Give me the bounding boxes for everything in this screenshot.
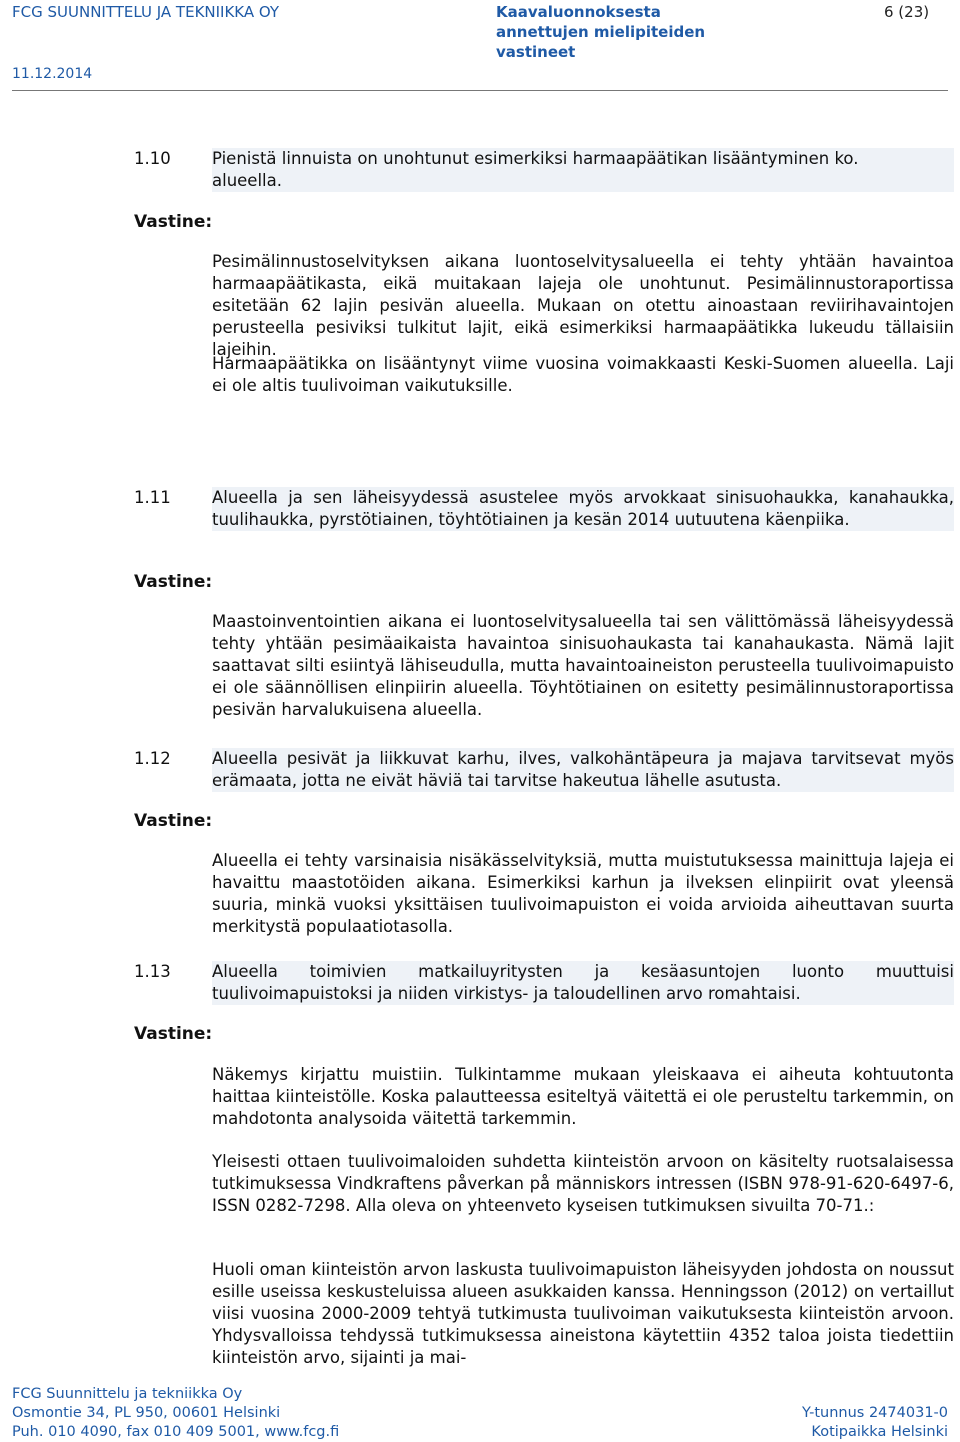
response-paragraph: Huoli oman kiinteistön arvon laskusta tuulivoimapuiston läheisyyden johdosta on noussut esille useissa keskusteluissa alueen asukkaiden kanssa. Henningsson (2012) on vertaillut viisi vuosina 2000-2009 tehtyä tutkimusta tuulivoiman vaikutuksesta kiinteistön arvoon. Yhdysvalloissa tehdyssä tutkimuksessa aineistona käytettiin 4352 taloa joista tiedettiin kiinteistön arvo, sijainti ja mai- xyxy=(212,1260,954,1367)
response-paragraph: Maastoinventointien aikana ei luontoselvitysalueella tai sen välittömässä läheisyydessä tehty yhtään pesimäaikaista havaintoa sinisuohaukasta tai kanahaukasta. Nämä lajit saattavat silti esiintyä lähiseudulla, mutta havaintoaineiston perusteella tuulivoimapuisto ei ole säännöllisen elinpiirin alueella. Töyhtötiainen on esitetty pesimälinnustoraportissa pesivän harvalukuisena alueella. xyxy=(212,612,954,719)
response-paragraph: Yleisesti ottaen tuulivoimaloiden suhdetta kiinteistön arvoon on käsitelty ruotsalaisessa tutkimuksessa Vindkraftens påverkan på människors intressen (ISBN 978-91-620-6497-6, ISSN 0282-7298. Alla oleva on yhteenveto kyseisen tutkimuksen sivuilta 70-71.: xyxy=(212,1152,954,1215)
section-number: 1.13 xyxy=(134,962,171,981)
response-label: Vastine: xyxy=(134,212,213,232)
response-label: Vastine: xyxy=(134,1024,213,1044)
response-paragraph: Harmaapäätikka on lisääntynyt viime vuosina voimakkaasti Keski-Suomen alueella. Laji ei ole altis tuulivoiman vaikutuksille. xyxy=(212,354,954,395)
response-paragraph: Näkemys kirjattu muistiin. Tulkintamme mukaan yleiskaava ei aiheuta kohtuutonta haittaa kiinteistölle. Koska palautteessa esiteltyä väitettä ei ole perusteltu tarkemmin, on mahdotonta analysoida väitettä tarkemmin. xyxy=(212,1065,954,1128)
header-divider xyxy=(12,90,948,91)
section-question: Alueella pesivät ja liikkuvat karhu, ilves, valkohäntäpeura ja majava tarvitsevat myös erämaata, jotta ne eivät häviä tai tarvitse hakeutua lähelle asutusta. xyxy=(212,749,954,790)
footer-contact: Puh. 010 4090, fax 010 409 5001, www.fcg.fi xyxy=(12,1424,340,1440)
response-paragraph: Pesimälinnustoselvityksen aikana luontoselvitysalueella ei tehty yhtään havaintoa harmaapäätikasta, eikä muitakaan lajeja ole unohtunut. Pesimälinnustoraportissa esitetään 62 lajin pesivän alueella. Mukaan on otettu ainoastaan reviirihavaintojen perusteella pesiviksi tulkitut lajit, eikä esimerkiksi harmaapäätikka lukeudu tällaisiin lajeihin. xyxy=(212,252,954,359)
footer-company: FCG Suunnittelu ja tekniikka Oy xyxy=(12,1386,243,1402)
section-question: Alueella toimivien matkailuyritysten ja kesäasuntojen luonto muuttuisi tuulivoimapuistoksi ja niiden virkistys- ja taloudellinen arvo romahtaisi. xyxy=(212,962,954,1003)
response-paragraph: Alueella ei tehty varsinaisia nisäkässelvityksiä, mutta muistutuksessa mainittuja lajeja ei havaittu maastotöiden aikana. Esimerkiksi karhun ja ilveksen elinpiirit ovat yleensä suuria, minkä vuoksi yksittäisen tuulivoimapuiston ei voida arvioida aiheuttavan suurta merkitystä populaatiotasolla. xyxy=(212,851,954,936)
section-number: 1.11 xyxy=(134,488,171,507)
response-label: Vastine: xyxy=(134,572,213,592)
footer-address: Osmontie 34, PL 950, 00601 Helsinki xyxy=(12,1405,281,1421)
footer-domicile: Kotipaikka Helsinki xyxy=(811,1424,948,1440)
header-company: FCG SUUNNITTELU JA TEKNIIKKA OY xyxy=(12,3,280,21)
section-number: 1.10 xyxy=(134,149,171,168)
section-number: 1.12 xyxy=(134,749,171,768)
section-question: Pienistä linnuista on unohtunut esimerkiksi harmaapäätikan lisääntyminen ko. alueella. xyxy=(212,148,954,192)
header-document-title: Kaavaluonnoksesta annettujen mielipiteiden vastineet xyxy=(496,3,706,61)
header-page-number: 6 (23) xyxy=(884,3,930,21)
footer-business-id: Y-tunnus 2474031-0 xyxy=(801,1405,948,1421)
section-question: Alueella ja sen läheisyydessä asustelee myös arvokkaat sinisuohaukka, kanahaukka, tuulihaukka, pyrstötiainen, töyhtötiainen ja kesän 2014 uutuutena käenpiika. xyxy=(212,488,954,529)
header-date: 11.12.2014 xyxy=(12,66,93,82)
response-label: Vastine: xyxy=(134,811,213,831)
